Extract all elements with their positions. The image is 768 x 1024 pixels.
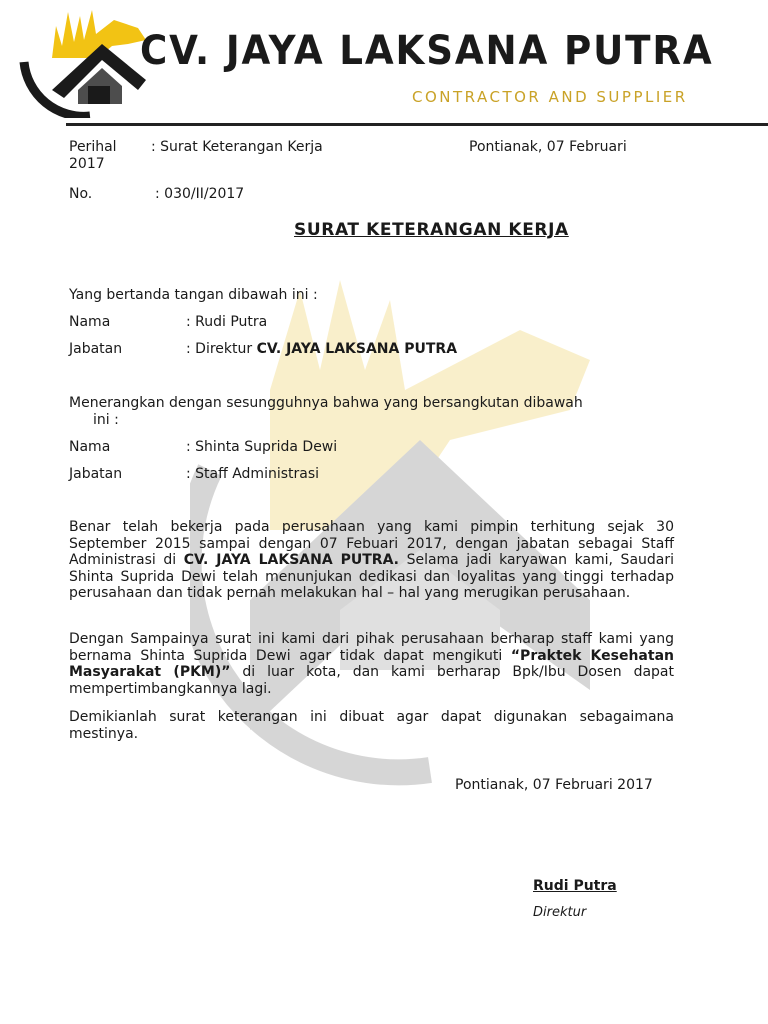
document-title: SURAT KETERANGAN KERJA <box>294 220 569 240</box>
number-value: : 030/II/2017 <box>155 186 245 202</box>
subject-position-label: Jabatan <box>69 466 123 482</box>
closing-place-date: Pontianak, 07 Februari 2017 <box>455 777 653 793</box>
body-paragraph-3: Demikianlah surat keterangan ini dibuat agar dapat digunakan sebagaimana mestinya. <box>69 709 674 742</box>
perihal-label: Perihal <box>69 139 117 155</box>
company-name: CV. JAYA LAKSANA PUTRA <box>140 28 714 74</box>
letter-date-year: 2017 <box>69 156 105 172</box>
body-paragraph-1: Benar telah bekerja pada perusahaan yang kami pimpin terhitung sejak 30 September 2015 sampai dengan 07 Febuari 2017, dengan jabatan sebagai Staff Administrasi di CV. JAYA LAKSANA PUTRA. Selama jadi karyawan kami, Saudari Shinta Suprida Dewi telah menunjukan dedikasi dan loyalitas yang tinggi terhadap perusahaan dan tidak pernah melakukan hal – hal yang merugikan perusahaan. <box>69 519 675 601</box>
number-label: No. <box>69 186 93 202</box>
company-tagline: CONTRACTOR AND SUPPLIER <box>412 88 688 106</box>
signer-name-value: : Rudi Putra <box>186 314 268 330</box>
signer-position-label: Jabatan <box>69 341 123 357</box>
subject-name-label: Nama <box>69 439 111 455</box>
signer-title: Direktur <box>533 905 587 920</box>
subject-intro-cont: ini : <box>93 412 119 428</box>
company-logo <box>18 6 150 118</box>
subject-intro: Menerangkan dengan sesungguhnya bahwa yang bersangkutan dibawah <box>69 395 583 411</box>
signer-name-signature: Rudi Putra <box>533 878 617 894</box>
subject-name-value: : Shinta Suprida Dewi <box>186 439 338 455</box>
header-divider <box>66 123 768 126</box>
signer-intro: Yang bertanda tangan dibawah ini : <box>69 287 318 303</box>
letter-date: Pontianak, 07 Februari <box>469 139 627 155</box>
body-paragraph-2: Dengan Sampainya surat ini kami dari pihak perusahaan berharap staff kami yang bernama Shinta Suprida Dewi agar tidak dapat mengikuti “Praktek Kesehatan Masyarakat (PKM)” di luar kota, dan kami berharap Bpk/Ibu Dosen dapat mempertimbangkannya lagi. <box>69 631 674 697</box>
signer-name-label: Nama <box>69 314 111 330</box>
signer-position-value: : Direktur CV. JAYA LAKSANA PUTRA <box>186 341 458 357</box>
subject-position-value: : Staff Administrasi <box>186 466 320 482</box>
perihal-value: : Surat Keterangan Kerja <box>151 139 323 155</box>
